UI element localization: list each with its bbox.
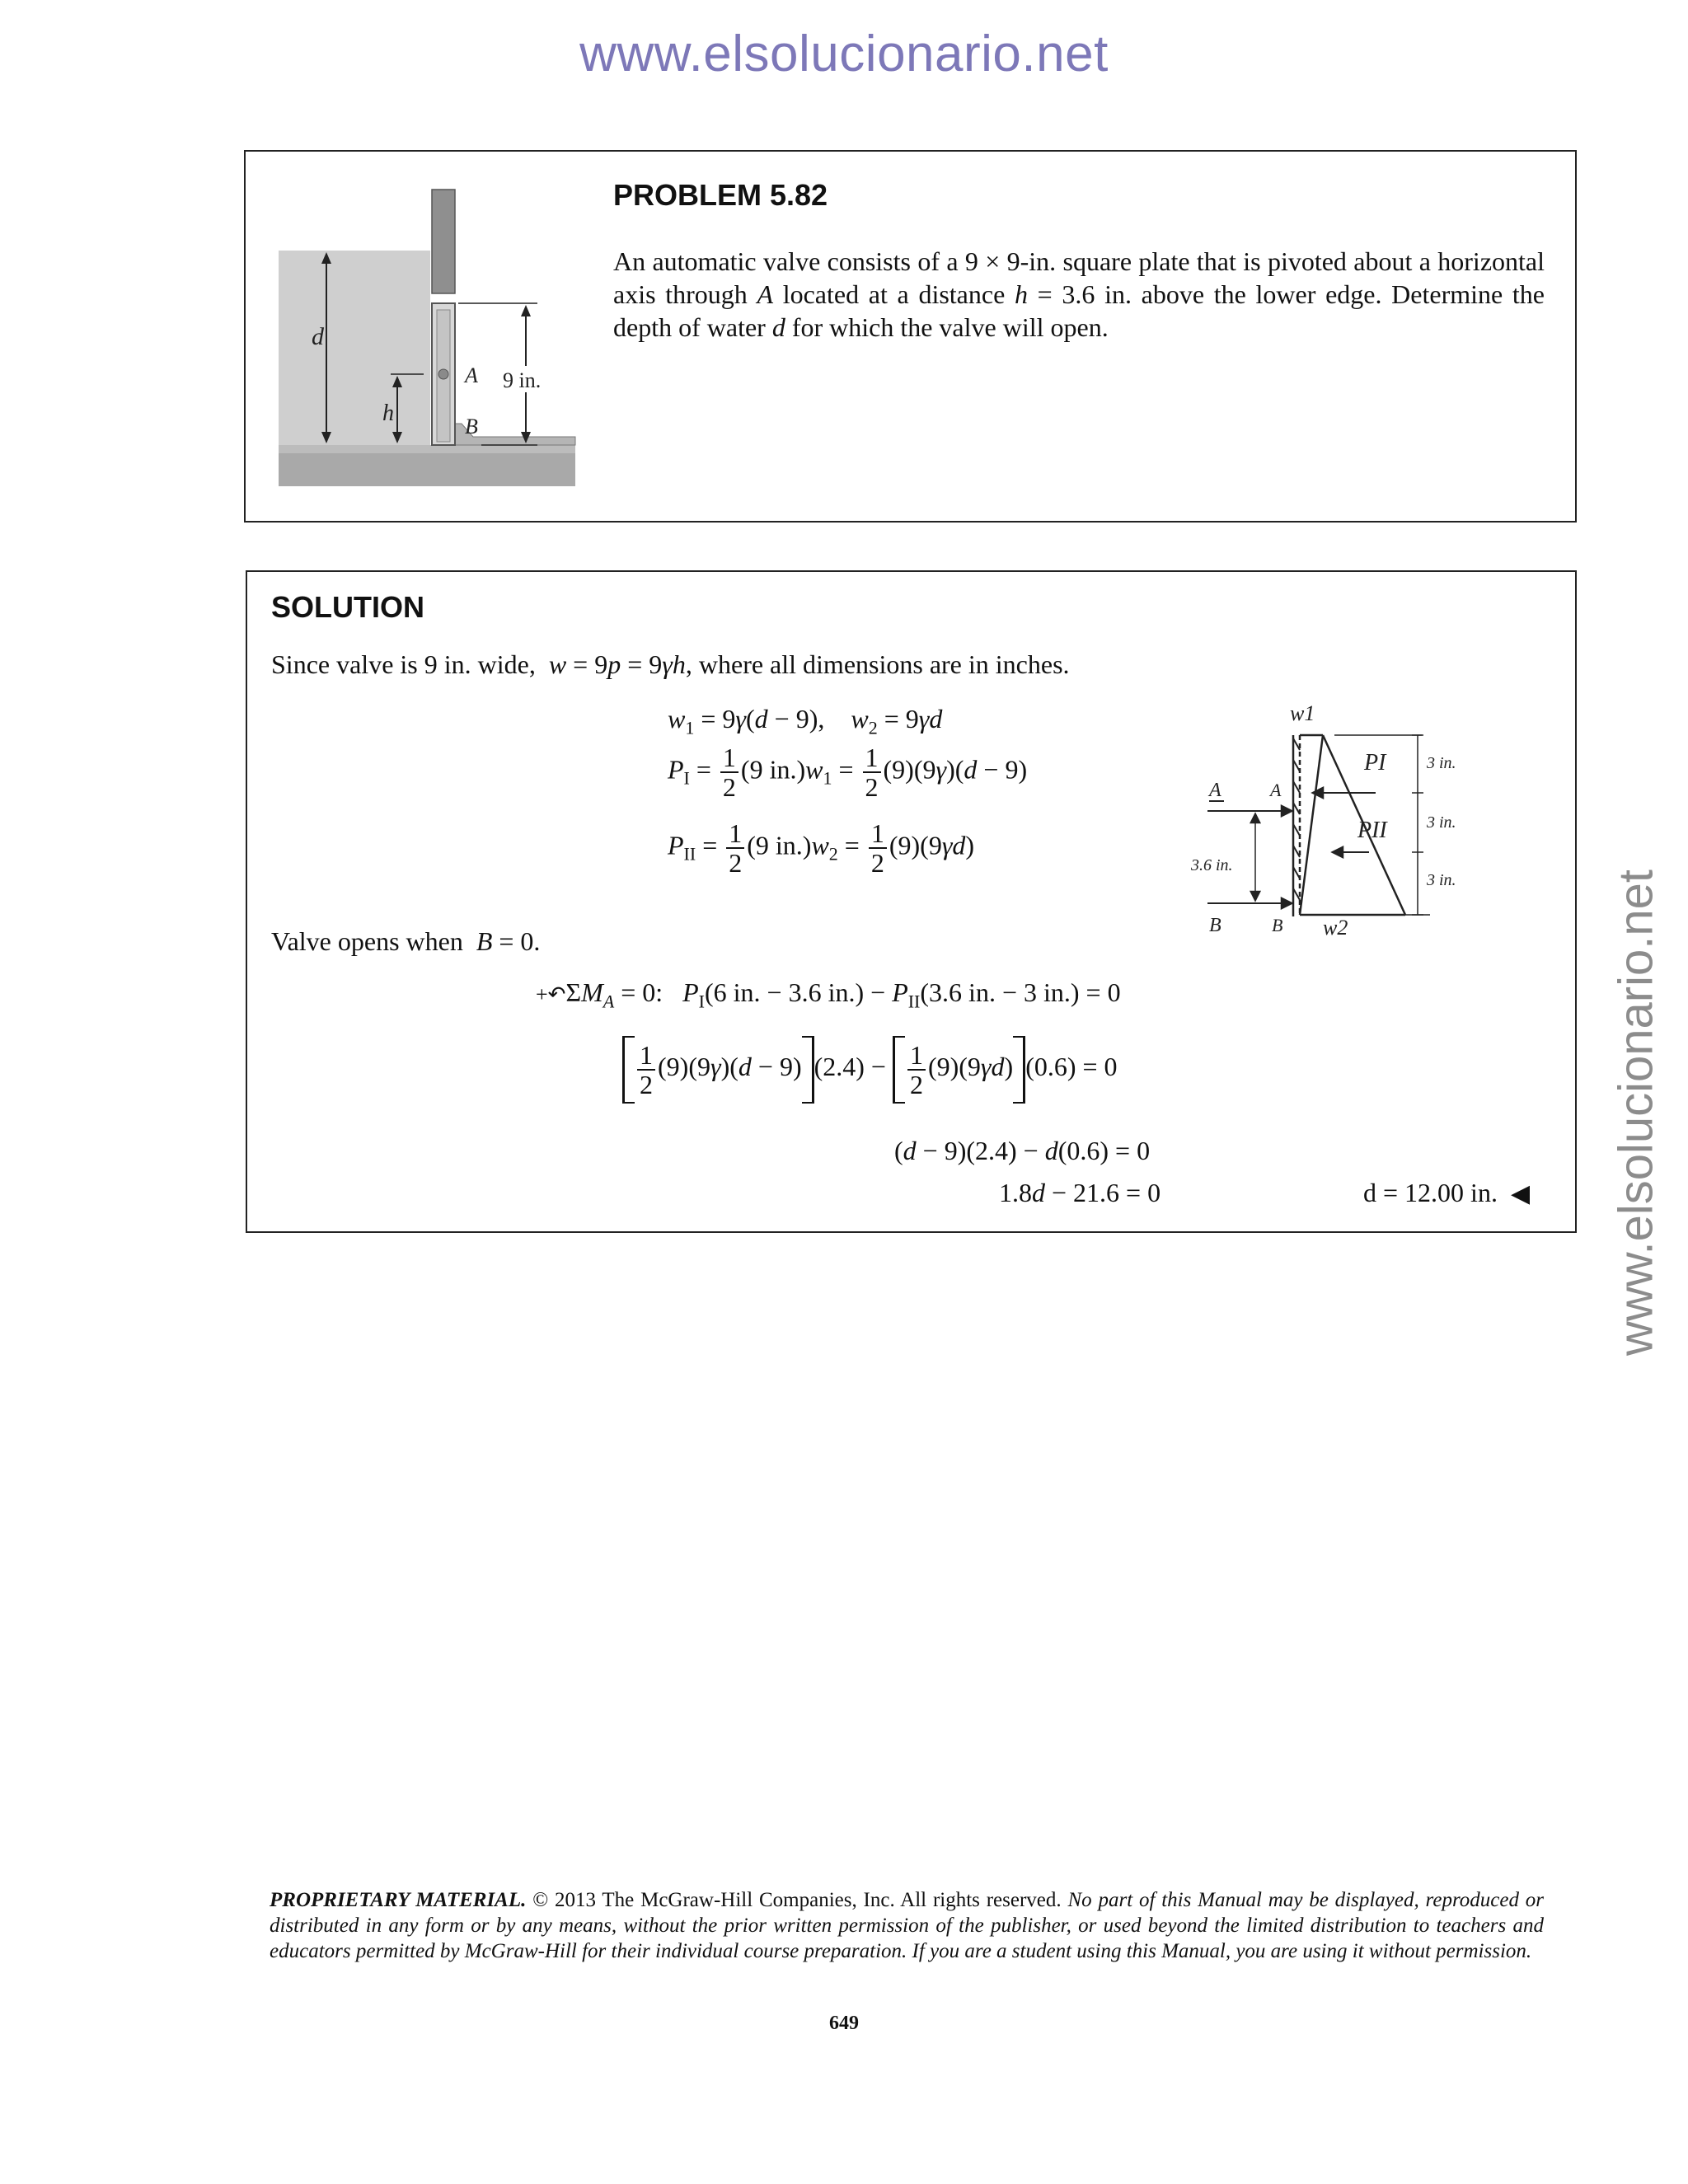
watermark-top: www.elsolucionario.net bbox=[579, 26, 1109, 82]
eq-substituted: $\frac{1}{2}$ (9)(9γ)(d − 9) (2.4) − $\frac{1}{2}$ (9)(9γd) (0.6) = 0 bbox=[622, 1029, 1118, 1104]
statement-variable: d bbox=[771, 312, 785, 342]
pressure-sketch bbox=[1191, 702, 1521, 941]
sketch-PI: PI bbox=[1364, 750, 1386, 776]
label-h: h bbox=[382, 401, 394, 426]
water-region bbox=[279, 251, 430, 445]
sketch-w2: w2 bbox=[1323, 916, 1348, 940]
problem-title: PROBLEM 5.82 bbox=[613, 178, 828, 212]
sketch-3in-2: 3 in. bbox=[1427, 813, 1456, 832]
sketch-h: 3.6 in. bbox=[1191, 856, 1233, 874]
statement-variable: A bbox=[757, 279, 774, 309]
eq-simplified: (d − 9)(2.4) − d(0.6) = 0 bbox=[894, 1136, 1151, 1165]
upper-wall bbox=[432, 190, 455, 293]
label-B: B bbox=[465, 415, 478, 438]
statement-text: An automatic valve consists of a 9 × 9-in. square plate that is pivoted about a horizontal axis through bbox=[613, 246, 1545, 309]
statement-text: for which the valve will open. bbox=[785, 312, 1109, 342]
eq-w-expression: w = 9p = 9γh bbox=[548, 649, 686, 679]
eq-PI: $P_I$ = $\frac{1}{2}$ (9 $in.)w_1$ = $\frac{1}{2}$ (9)(9γ)(d − 9) bbox=[668, 743, 1028, 802]
pivot-A bbox=[438, 369, 448, 379]
solution-title: SOLUTION bbox=[271, 590, 424, 624]
valve-figure bbox=[275, 176, 588, 523]
statement-text: located at a distance bbox=[773, 279, 1015, 309]
sketch-A: A bbox=[1270, 780, 1282, 800]
copyright-footer: PROPRIETARY MATERIAL. © 2013 The McGraw-Hill Companies, Inc. All rights reserved. No part of this Manual may be displayed, reproduced or distributed in any form or by any means, without the prior written permission of the publisher, or used beyond the limited distribution to teachers and educators permitted by McGraw-Hill for their individual course preparation. If you are a student using this Manual, you are using it without permission. bbox=[270, 1889, 1544, 1962]
sketch-3in-1: 3 in. bbox=[1427, 754, 1456, 772]
solution-box bbox=[246, 570, 1577, 1233]
sketch-w1: w1 bbox=[1290, 702, 1315, 725]
statement-variable: h bbox=[1014, 279, 1028, 309]
sketch-A-left: A bbox=[1209, 780, 1221, 801]
eq-PII: $P_{II}$ = $\frac{1}{2}$ (9 $in.)w_2$ = $\frac{1}{2}$ (9)(9γd) bbox=[668, 818, 975, 878]
label-A: A bbox=[465, 363, 478, 387]
sketch-PII: PII bbox=[1357, 818, 1387, 843]
intro-line: Since valve is 9 in. wide, w = 9p = 9γh, where all dimensions are in inches. bbox=[271, 649, 1070, 679]
statement-text: = 3.6 in. above the lower edge. Determine the depth of water bbox=[613, 279, 1545, 342]
page-number: 649 bbox=[829, 2013, 859, 2034]
final-answer: d = 12.00 in. ◀ bbox=[1363, 1178, 1531, 1207]
eq-moment: $+↶\Sigma M_A = 0$: $P_I(6$ in. − 3.6 $in.) - P_{II}(3.6$ in. − 3 in.) = 0 bbox=[536, 977, 1121, 1012]
eq-w1-w2: $w_1 = 9\gamma(d - 9)$, $w_2 = 9\gamma d$ bbox=[668, 704, 943, 738]
answer-marker-icon: ◀ bbox=[1510, 1180, 1531, 1207]
sketch-3in-3: 3 in. bbox=[1427, 871, 1456, 889]
problem-statement bbox=[613, 245, 1545, 344]
problem-box bbox=[244, 150, 1577, 523]
sketch-B-left: B bbox=[1209, 915, 1221, 936]
valve-opens-line: Valve opens when B = 0. bbox=[271, 926, 541, 956]
sketch-B: B bbox=[1272, 915, 1283, 935]
label-d: d bbox=[312, 323, 324, 350]
watermark-side: www.elsolucionario.net bbox=[1609, 869, 1663, 1356]
eq-linear: 1.8d − 21.6 = 0 bbox=[999, 1178, 1161, 1207]
label-9in: 9 in. bbox=[503, 368, 542, 392]
